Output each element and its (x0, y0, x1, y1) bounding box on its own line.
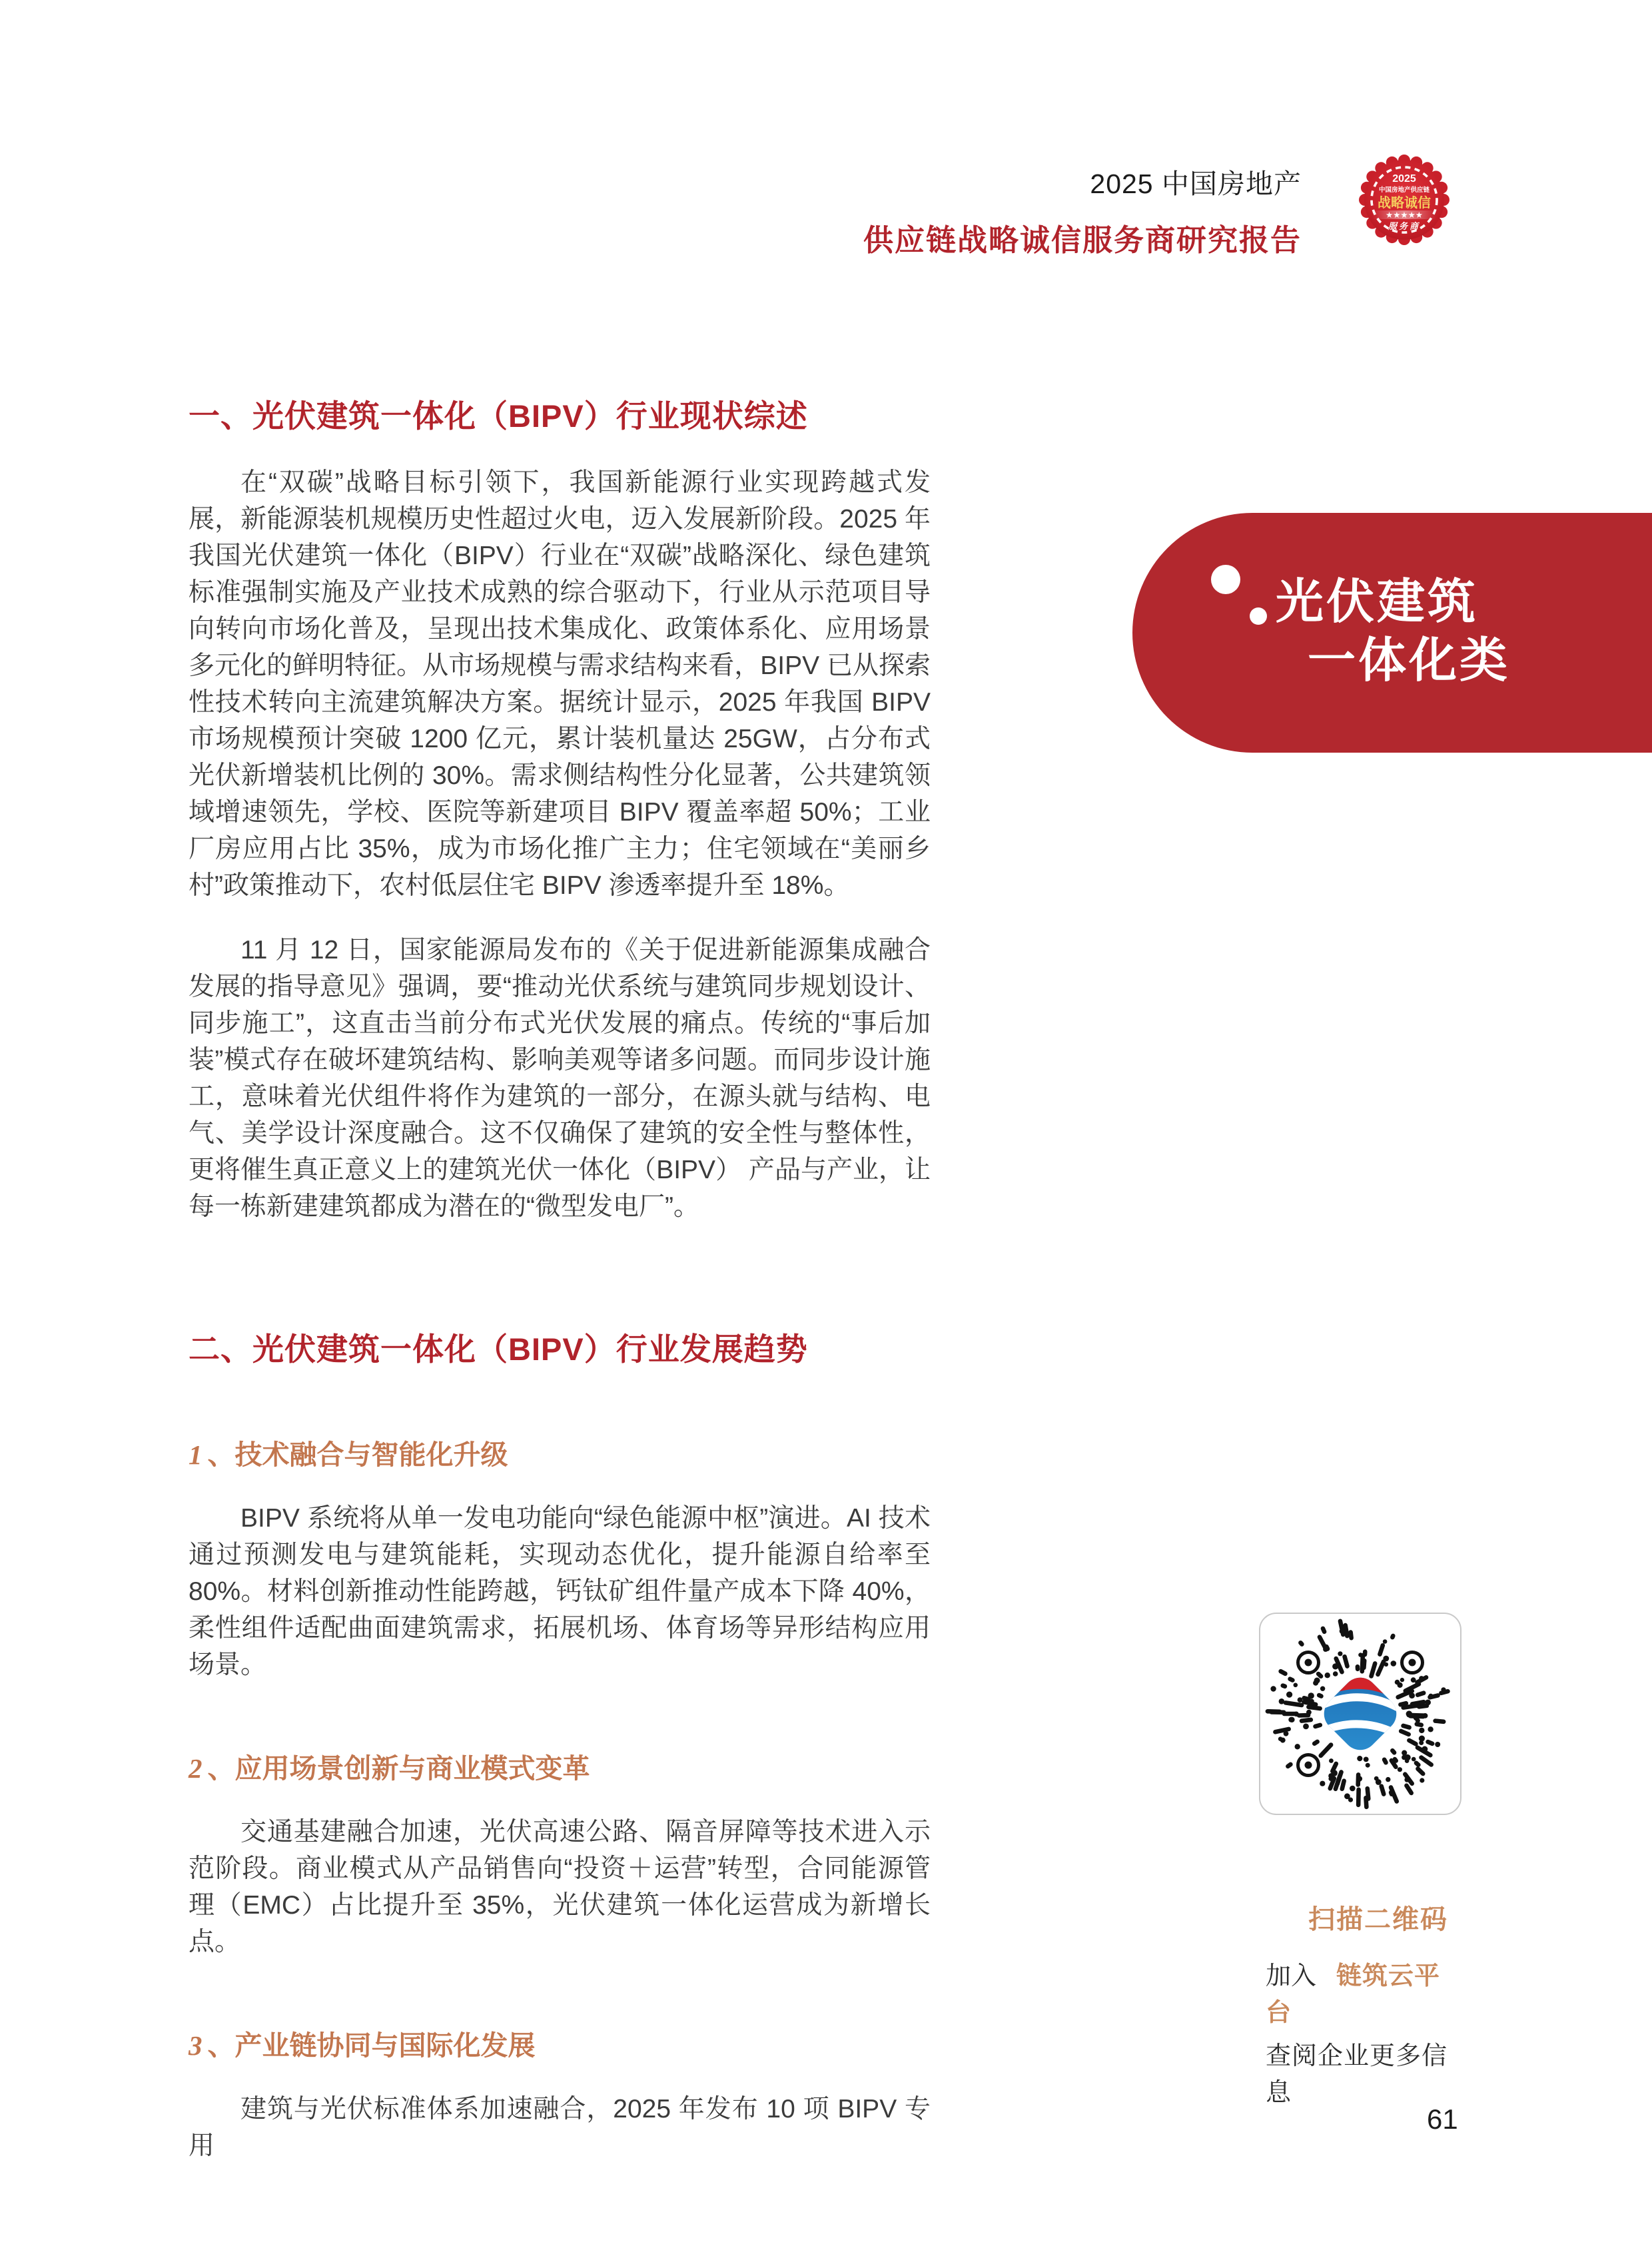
subsection2-number: 2 (189, 1753, 203, 1784)
qr-code (1259, 1613, 1461, 1815)
qr-locator-ring-top-left (1298, 1653, 1319, 1673)
banner-big-dot-icon (1211, 565, 1240, 594)
banner-text (1276, 573, 1510, 690)
seal-stars: ★★★★★ (1385, 210, 1424, 220)
qr-platform-name: 链筑云平台 (1266, 1962, 1441, 2027)
header-title-line1: 2025 中国房地产 (1090, 169, 1302, 199)
page-header (863, 162, 1302, 259)
section1-paragraph-2: 11 月 12 日，国家能源局发布的《关于促进新能源集成融合发展的指导意见》强调，要“推动光伏系统与建筑同步规划设计、同步施工”，这直击当前分布式光伏发展的痛点。传统的“事后加装”模式存在破坏建筑结构、影响美观等诸多问题。而同步设计施工，意味着光伏组件将作为建筑的一部分，在源头就与结构、电气、美学设计深度融合。这不仅确保了建筑的安全性与整体性，更将催生真正意义上的建筑光伏一体化（BIPV） 产品与产业，让每一栋新建建筑都成为潜在的“微型发电厂”。 (189, 936, 931, 1221)
section1-heading: 一、光伏建筑一体化（BIPV）行业现状综述 (189, 398, 808, 434)
subsection3-heading (189, 2024, 931, 2063)
qr-caption-info: 查阅企业更多信息 (1266, 2042, 1448, 2107)
qr-locator-ring-top-right (1402, 1653, 1423, 1673)
subsection3-body: 建筑与光伏标准体系加速融合，2025 年发布 10 项 BIPV 专用 (189, 2095, 931, 2160)
subsection1-heading (189, 1433, 931, 1472)
section2-heading: 二、光伏建筑一体化（BIPV）行业发展趋势 (189, 1331, 808, 1367)
qr-caption-scan: 扫描二维码 (1308, 1905, 1448, 1934)
subsection1-body: BIPV 系统将从单一发电功能向“绿色能源中枢”演进。AI 技术通过预测发电与建筑能耗，实现动态优化，提升能源自给率至 80%。材料创新推动性能跨越，钙钛矿组件量产成本下降 40%，柔性组件适配曲面建筑需求，拓展机场、体育场等异形结构应用场景。 (189, 1504, 931, 1679)
seal-top-text: 中国房地产供应链 (1378, 187, 1430, 194)
seal-main-text: 战略诚信 (1378, 196, 1431, 210)
certification-seal-icon (1358, 153, 1451, 246)
qr-locator-ring-bottom-left (1298, 1755, 1319, 1776)
subsection3-title: 、产业链协同与国际化发展 (207, 2030, 536, 2061)
seal-bottom-text: 服务商 (1388, 221, 1421, 231)
subsection2-body: 交通基建融合加速，光伏高速公路、隔音屏障等技术进入示范阶段。商业模式从产品销售向“投资＋运营”转型，合同能源管理（EMC）占比提升至 35%，光伏建筑一体化运营成为新增长点。 (189, 1818, 931, 1956)
qr-captions (1266, 1898, 1448, 2108)
subsection2-heading (189, 1746, 931, 1786)
section1-paragraph-1: 在“双碳”战略目标引领下，我国新能源行业实现跨越式发展，新能源装机规模历史性超过火电，迈入发展新阶段。2025 年我国光伏建筑一体化（BIPV）行业在“双碳”战略深化、绿色建筑标准强制实施及产业技术成熟的综合驱动下，行业从示范项目导向转向市场化普及，呈现出技术集成化、政策体系化、应用场景多元化的鲜明特征。从市场规模与需求结构来看，BIPV 已从探索性技术转向主流建筑解决方案。据统计显示，2025 年我国 BIPV 市场规模预计突破 1200 亿元，累计装机量达 25GW，占分布式光伏新增装机比例的 30%。需求侧结构性分化显著，公共建筑领域增速领先，学校、医院等新建项目 BIPV 覆盖率超 50%；工业厂房应用占比 35%，成为市场化推广主力；住宅领域在“美丽乡村”政策推动下，农村低层住宅 BIPV 渗透率提升至 18%。 (189, 468, 931, 900)
seal-year: 2025 (1392, 173, 1416, 185)
banner-small-dot-icon (1250, 607, 1267, 625)
banner-line1: 光伏建筑 (1276, 575, 1479, 629)
main-content (189, 392, 931, 2164)
subsection2-title: 、应用场景创新与商业模式变革 (207, 1753, 590, 1784)
page-number: 61 (1427, 2103, 1458, 2135)
qr-join-prefix: 加入 (1266, 1962, 1317, 1990)
subsection1-number: 1 (189, 1439, 203, 1470)
banner-line2: 一体化类 (1308, 634, 1511, 687)
subsection1-title: 、技术融合与智能化升级 (207, 1439, 508, 1470)
header-title-line2: 供应链战略诚信服务商研究报告 (863, 223, 1302, 257)
subsection3-number: 3 (189, 2030, 203, 2061)
category-banner (1132, 513, 1652, 753)
qr-caption-join (1266, 1955, 1448, 2028)
